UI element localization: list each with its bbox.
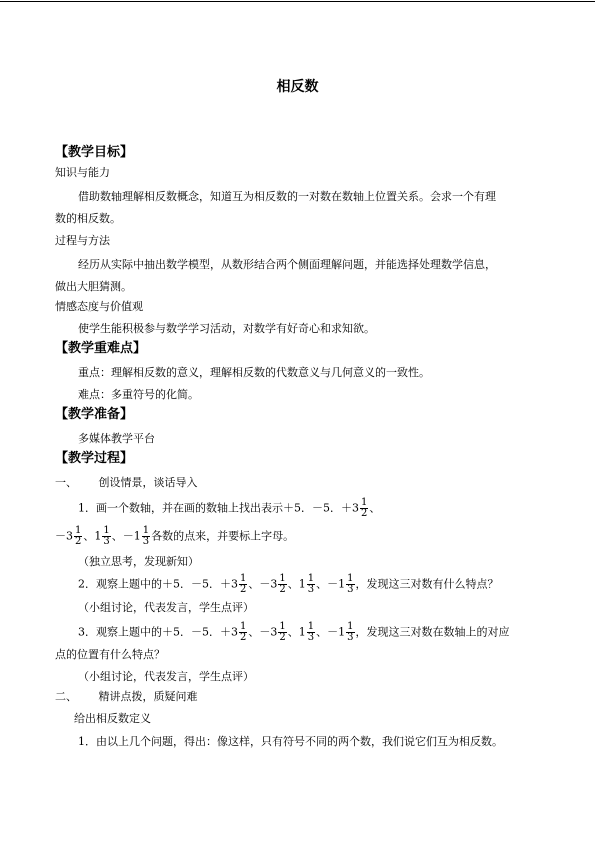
fraction-third: $\frac{1}{3}$	[142, 525, 150, 547]
item2-note: （小组讨论，代表发言，学生点评）	[78, 601, 254, 614]
part2-title: 精讲点拨，质疑问难	[98, 690, 198, 703]
emotion-label: 情感态度与价值观	[55, 300, 143, 313]
knowledge-label: 知识与能力	[55, 166, 110, 179]
definition-label: 给出相反数定义	[74, 712, 151, 725]
process-text-1: 经历从实际中抽出数学模型，从数形结合两个侧面理解问题，并能选择处理数学信息，	[78, 258, 496, 271]
part1-heading	[55, 476, 198, 490]
part1-title: 创设情景，谈话导入	[98, 476, 198, 489]
item1-line1	[78, 498, 380, 519]
prep-heading: 【教学准备】	[55, 407, 134, 422]
keypoints-heading: 【教学重难点】	[55, 341, 147, 356]
top-rule	[0, 1, 595, 2]
item1-line2: －3 $\frac{1}{2}$ 、1 $\frac{1}{3}$ 、－1 $\frac{1}{3}$ 各数的点来，并要标上字母。	[55, 525, 295, 547]
goals-heading: 【教学目标】	[55, 145, 134, 160]
fraction-third: $\frac{1}{3}$	[103, 525, 110, 547]
process-label: 过程与方法	[55, 234, 110, 247]
definition-item-1: 1．由以上几个问题，得出：像这样，只有符号不同的两个数，我们说它们互为相反数。	[78, 735, 503, 748]
knowledge-text-1: 借助数轴理解相反数概念，知道互为相反数的一对数在数轴上位置关系。会求一个有理	[78, 190, 496, 203]
process-heading: 【教学过程】	[55, 451, 134, 466]
item3-line: 3．观察上题中的＋5．－5．＋3 $\frac{1}{2}$ 、－3 $\frac{1}{2}$ 、1 $\frac{1}{3}$ 、－1 $\frac{1}{3}$ ，发现这三对数在数轴上的对应	[78, 621, 510, 643]
item3-note: （小组讨论，代表发言，学生点评）	[78, 670, 254, 683]
part2-heading	[55, 690, 198, 704]
item1-note: （独立思考，发现新知）	[78, 555, 199, 568]
item3-line2: 点的位置有什么特点？	[55, 648, 165, 661]
fraction-half: $\frac{1}{2}$	[75, 525, 82, 547]
item2-line: 2．观察上题中的＋5．－5．＋3 $\frac{1}{2}$ 、－3 $\frac{1}{2}$ 、1 $\frac{1}{3}$ 、－1 $\frac{1}{3}$ ，发现这三对数有什么特点？	[78, 573, 499, 595]
part1-label: 一、	[55, 476, 77, 489]
knowledge-text-2: 数的相反数。	[55, 212, 121, 225]
part2-label: 二、	[55, 690, 77, 703]
difficult-point: 难点：多重符号的化简。	[78, 388, 199, 401]
process-text-2: 做出大胆猜测。	[55, 280, 132, 293]
prep-text: 多媒体教学平台	[78, 432, 155, 445]
item1-prefix: 1．画一个数轴，并在画的数轴上找出表示＋5．－5．＋3	[78, 501, 359, 515]
key-point: 重点：理解相反数的意义，理解相反数的代数意义与几何意义的一致性。	[78, 366, 430, 379]
emotion-text: 使学生能积极参与数学学习活动，对数学有好奇心和求知欲。	[78, 322, 375, 335]
page-title: 相反数	[276, 79, 319, 95]
fraction-half: $\frac{1}{2}$	[361, 497, 368, 519]
separator: 、	[369, 501, 381, 515]
